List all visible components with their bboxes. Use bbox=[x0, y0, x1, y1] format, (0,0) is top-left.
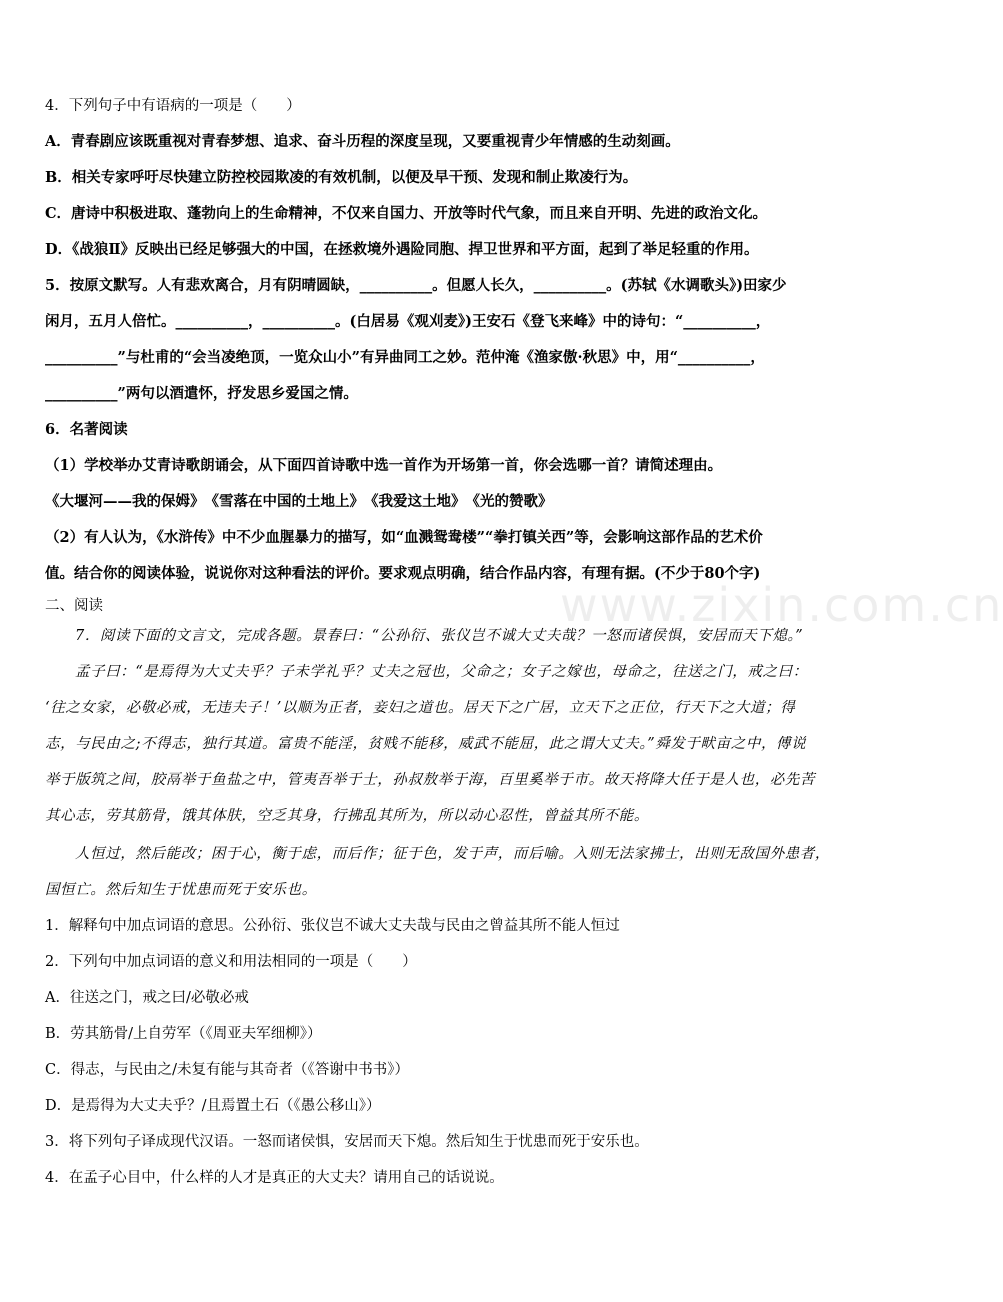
subquestion-2-option-d: D．是焉得为大丈夫乎？/且焉置土石（《愚公移山》） bbox=[45, 1098, 381, 1114]
question-4-option-a: A．青春剧应该既重视对青春梦想、追求、奋斗历程的深度呈现，又要重视青少年情感的生动刻画。 bbox=[45, 133, 680, 150]
question-5-line-2: 闲月，五月人倍忙。__________，__________。(白居易《观刈麦》)王安石《登飞来峰》中的诗句：“__________， bbox=[45, 313, 771, 330]
subquestion-2-option-a: A．往送之门，戒之曰/必敬必戒 bbox=[45, 990, 249, 1006]
subquestion-4: 4．在孟子心目中，什么样的人才是真正的大丈夫？请用自己的话说说。 bbox=[45, 1170, 504, 1186]
question-6-part-1: （1）学校举办艾青诗歌朗诵会，从下面四首诗歌中选一首作为开场第一首，你会选哪一首？请简述理由。 bbox=[45, 457, 723, 474]
passage-line-2: 孟子曰：“是焉得为大丈夫乎？子未学礼乎？丈夫之冠也，父命之；女子之嫁也，母命之，往送之门，戒之曰： bbox=[75, 664, 808, 680]
passage-line-6: 其心志，劳其筋骨，饿其体肤，空乏其身，行拂乱其所为，所以动心忍性，曾益其所不能。 bbox=[45, 808, 649, 824]
question-6-part-2-line-1: （2）有人认为，《水浒传》中不少血腥暴力的描写，如“血溅鸳鸯楼”“拳打镇关西”等，会影响这部作品的艺术价 bbox=[45, 529, 763, 546]
question-4-option-d: D．《战狼Ⅱ》反映出已经足够强大的中国，在拯救境外遇险同胞、捍卫世界和平方面，起到了举足轻重的作用。 bbox=[45, 241, 759, 258]
question-6-poem-list: 《大堰河——我的保姆》 《雪落在中国的土地上》 《我爱这土地》 《光的赞歌》 bbox=[45, 493, 553, 510]
passage-line-1: 7．阅读下面的文言文，完成各题。景春曰：“公孙衍、张仪岂不诚大丈夫哉？一怒而诸侯惧，安居而天下熄。” bbox=[75, 628, 804, 644]
subquestion-2-option-b: B．劳其筋骨/上自劳军（《周亚夫军细柳》） bbox=[45, 1026, 322, 1042]
passage-line-4: 志，与民由之;不得志，独行其道。富贵不能淫，贫贱不能移，威武不能屈，此之谓大丈夫。”舜发于畎亩之中，傅说 bbox=[45, 736, 807, 752]
passage-line-8: 国恒亡。然后知生于忧患而死于安乐也。 bbox=[45, 882, 317, 898]
subquestion-2: 2．下列句中加点词语的意义和用法相同的一项是（ ） bbox=[45, 954, 417, 970]
question-4-stem: 4．下列句子中有语病的一项是（ ） bbox=[45, 98, 301, 114]
passage-line-7: 人恒过，然后能改；困于心，衡于虑，而后作；征于色，发于声，而后喻。入则无法家拂士，出则无敌国外患者， bbox=[75, 846, 830, 862]
question-5-line-3: __________”与杜甫的“会当凌绝顶，一览众山小”有异曲同工之妙。范仲淹《渔家傲·秋思》中，用“__________， bbox=[45, 349, 765, 366]
question-4-option-b: B．相关专家呼吁尽快建立防控校园欺凌的有效机制，以便及早干预、发现和制止欺凌行为。 bbox=[45, 169, 638, 186]
passage-line-3: ‘往之女家，必敬必戒，无违夫子！’以顺为正者，妾妇之道也。居天下之广居，立天下之正位，行天下之大道；得 bbox=[45, 700, 796, 716]
question-5-line-1: 5．按原文默写。人有悲欢离合，月有阴晴圆缺，__________。但愿人长久，__________。(苏轼《水调歌头》)田家少 bbox=[45, 277, 787, 294]
section-heading-reading: 二、阅读 bbox=[45, 598, 103, 614]
question-6-part-2-line-2: 值。结合你的阅读体验，说说你对这种看法的评价。要求观点明确，结合作品内容，有理有据。(不少于80个字) bbox=[45, 565, 761, 582]
subquestion-1: 1．解释句中加点词语的意思。公孙衍、张仪岂不诚大丈夫哉与民由之曾益其所不能人恒过 bbox=[45, 918, 620, 934]
passage-line-5: 举于版筑之间，胶鬲举于鱼盐之中，管夷吾举于士，孙叔敖举于海，百里奚举于市。故天将降大任于是人也，必先苦 bbox=[45, 772, 816, 788]
subquestion-3: 3．将下列句子译成现代汉语。一怒而诸侯惧，安居而天下熄。然后知生于忧患而死于安乐也。 bbox=[45, 1134, 649, 1150]
question-4-option-c: C．唐诗中积极进取、蓬勃向上的生命精神，不仅来自国力、开放等时代气象，而且来自开明、先进的政治文化。 bbox=[45, 205, 768, 222]
subquestion-2-option-c: C．得志，与民由之/未复有能与其奇者（《答谢中书书》） bbox=[45, 1062, 409, 1078]
question-6-heading: 6．名著阅读 bbox=[45, 421, 128, 438]
watermark: www.zixin.com.cn bbox=[560, 578, 1003, 632]
question-5-line-4: __________”两句以酒遣怀，抒发思乡爱国之情。 bbox=[45, 385, 358, 402]
